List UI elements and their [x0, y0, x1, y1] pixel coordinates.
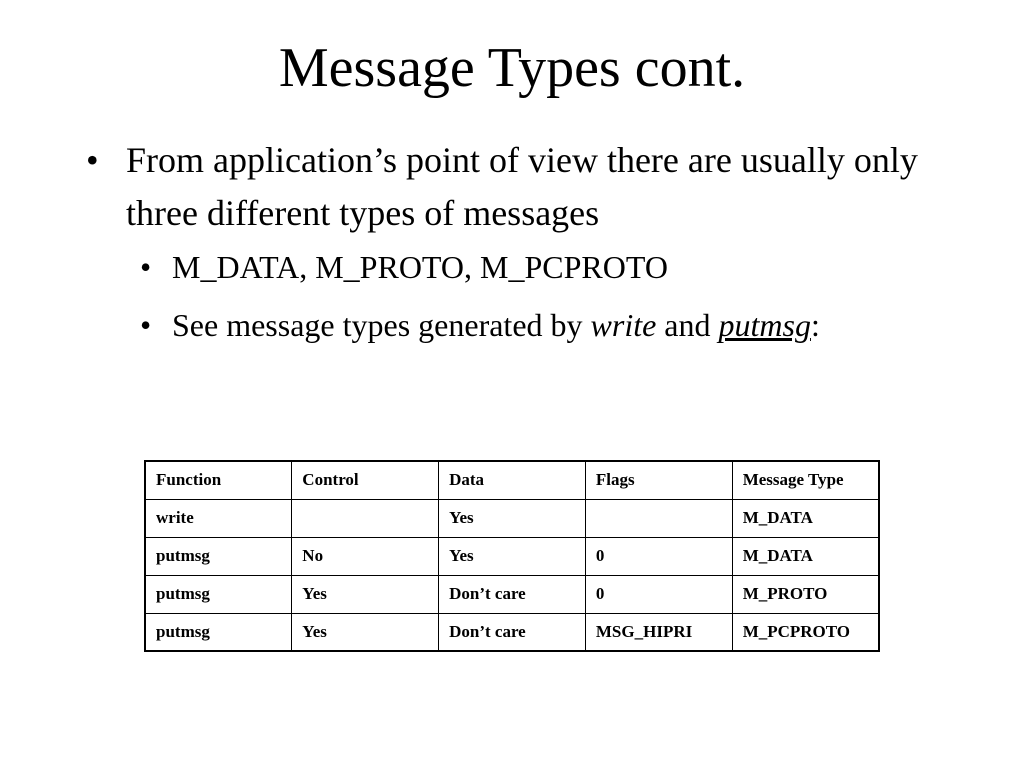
header-data: Data — [439, 461, 586, 499]
sub-bullet-list — [86, 244, 926, 348]
sub-bullet-item — [86, 302, 926, 348]
cell-function: putmsg — [145, 575, 292, 613]
cell-control: Yes — [292, 613, 439, 651]
write-keyword: write — [590, 307, 657, 343]
cell-data: Don’t care — [439, 613, 586, 651]
header-function: Function — [145, 461, 292, 499]
table-row — [145, 537, 879, 575]
bullet-glyph: • — [86, 140, 99, 180]
bullet-text: From application’s point of view there are usually only three different types of messages — [126, 140, 918, 233]
cell-control: Yes — [292, 575, 439, 613]
cell-data: Yes — [439, 499, 586, 537]
cell-function: putmsg — [145, 537, 292, 575]
cell-flags: 0 — [585, 537, 732, 575]
cell-data: Don’t care — [439, 575, 586, 613]
cell-message-type: M_DATA — [732, 537, 879, 575]
cell-flags: MSG_HIPRI — [585, 613, 732, 651]
cell-message-type: M_DATA — [732, 499, 879, 537]
sub-bullet-glyph: • — [140, 249, 152, 285]
cell-control: No — [292, 537, 439, 575]
cell-flags: 0 — [585, 575, 732, 613]
slide-title: Message Types cont. — [278, 37, 746, 99]
cell-message-type: M_PCPROTO — [732, 613, 879, 651]
header-message-type: Message Type — [732, 461, 879, 499]
bullet-list — [86, 134, 926, 360]
table-row — [145, 613, 879, 651]
putmsg-link[interactable]: putmsg — [718, 307, 811, 343]
table-header-row — [145, 461, 879, 499]
cell-message-type: M_PROTO — [732, 575, 879, 613]
bullet-item — [86, 134, 926, 240]
table-row — [145, 499, 879, 537]
cell-function: write — [145, 499, 292, 537]
cell-data: Yes — [439, 537, 586, 575]
sub-bullet-container — [86, 244, 926, 348]
cell-control — [292, 499, 439, 537]
header-control: Control — [292, 461, 439, 499]
header-flags: Flags — [585, 461, 732, 499]
sub-bullet-glyph: • — [140, 307, 152, 343]
cell-function: putmsg — [145, 613, 292, 651]
cell-flags — [585, 499, 732, 537]
sub-bullet-item — [86, 244, 926, 290]
sub-bullet-text-suffix: : — [810, 307, 820, 343]
message-types-table — [144, 460, 880, 652]
sub-bullet-text: M_DATA, M_PROTO, M_PCPROTO — [172, 249, 668, 285]
sub-bullet-text-and: and — [656, 307, 719, 343]
sub-bullet-text-prefix: See message types generated by — [172, 307, 591, 343]
table-row — [145, 575, 879, 613]
